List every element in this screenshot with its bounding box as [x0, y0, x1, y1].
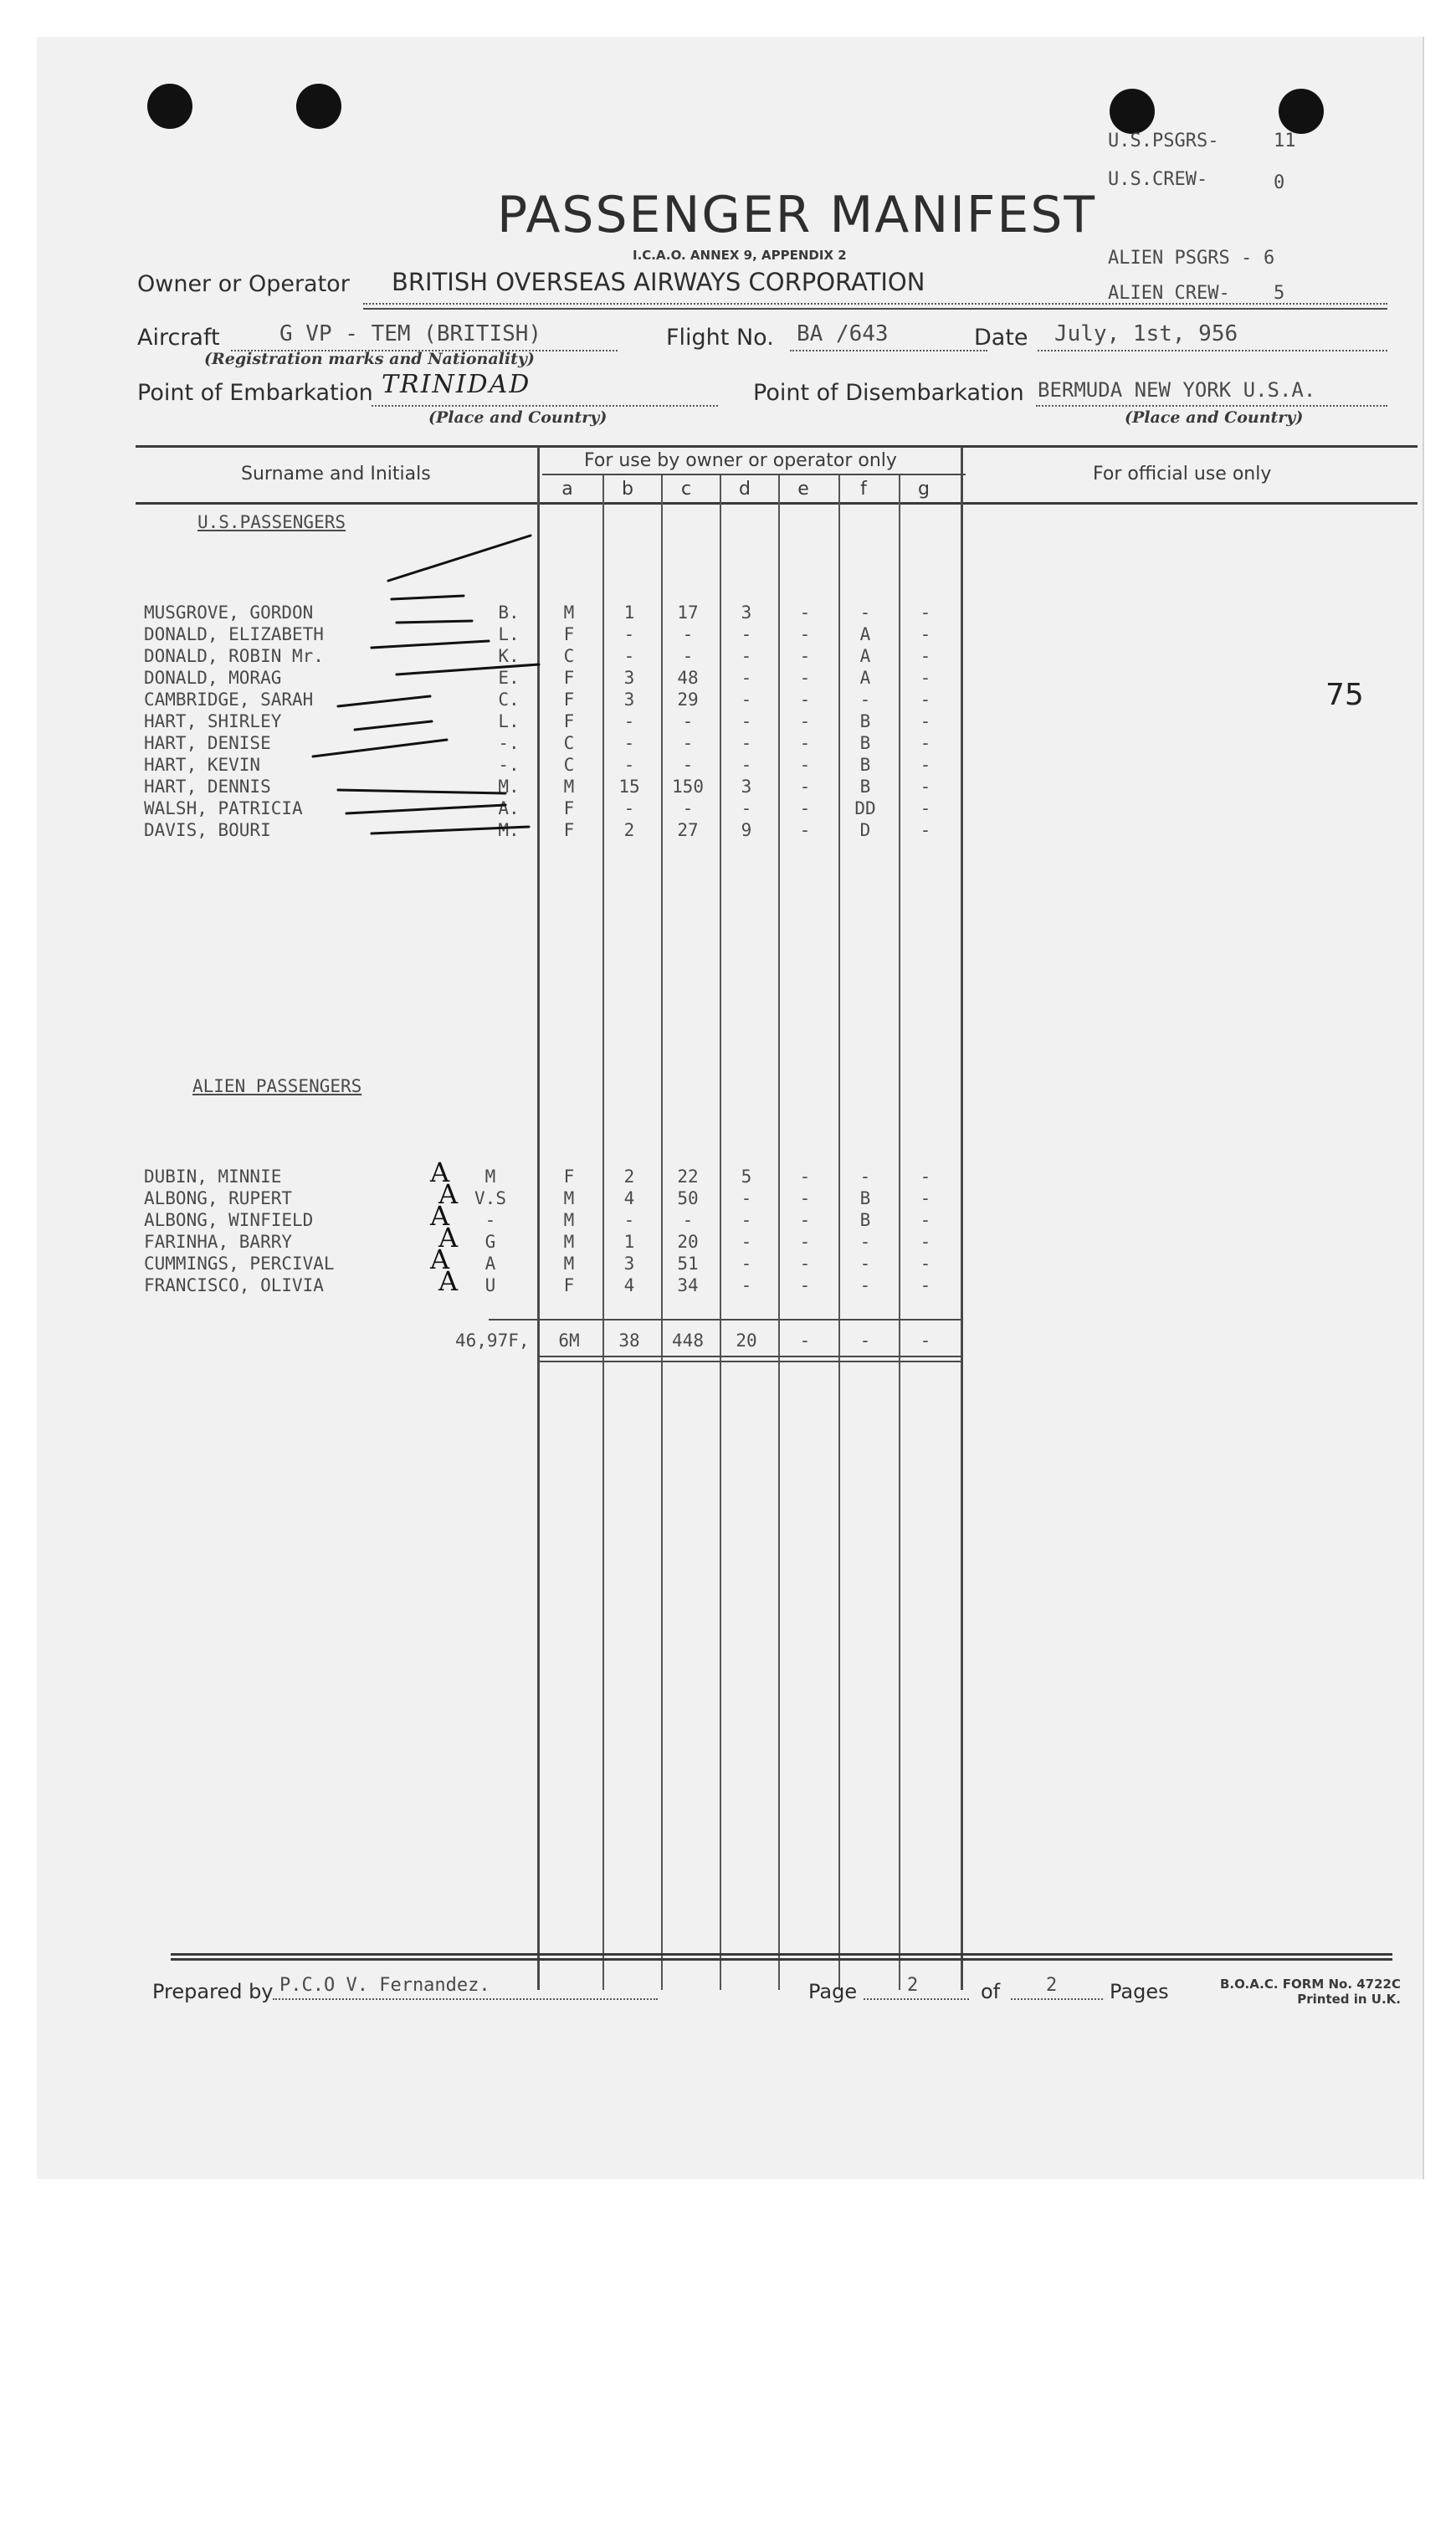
passenger-initials: M — [484, 1167, 496, 1187]
cell-col-f: B — [859, 733, 871, 753]
cell-col-g: - — [920, 646, 931, 666]
cell-col-d: - — [741, 690, 752, 710]
cell-col-b: - — [623, 1210, 635, 1230]
passenger-name: FARINHA, BARRY — [144, 1232, 293, 1252]
count-value: 5 — [1274, 283, 1285, 304]
cell-col-g: - — [920, 711, 931, 731]
cell-col-b: 15 — [618, 777, 640, 797]
cell-col-b: - — [623, 711, 635, 731]
alien-passengers-heading: ALIEN PASSENGERS — [192, 1076, 362, 1096]
cell-col-b: - — [623, 733, 635, 753]
cell-col-b: 3 — [623, 668, 635, 688]
pen-strike-lines — [37, 37, 1423, 957]
totals-label: 46,97F, — [455, 1331, 530, 1351]
total-col-d: 20 — [736, 1331, 757, 1351]
cell-col-d: - — [741, 711, 752, 731]
cell-col-e: - — [799, 798, 811, 818]
count-label: U.S.PSGRS- — [1108, 131, 1219, 151]
aircraft-label: Aircraft — [137, 325, 220, 351]
cell-col-b: 2 — [623, 1167, 635, 1187]
passenger-initials: U — [484, 1275, 496, 1295]
cell-col-a: M — [563, 1210, 575, 1230]
cell-col-a: F — [563, 1167, 575, 1187]
cell-col-c: - — [682, 646, 694, 666]
cell-col-g: - — [920, 777, 931, 797]
cell-col-f: A — [859, 624, 871, 644]
passenger-name: HART, SHIRLEY — [144, 711, 282, 731]
totals-top-rule — [489, 1319, 962, 1320]
date-label: Date — [974, 325, 1028, 351]
passenger-name: DUBIN, MINNIE — [144, 1167, 282, 1187]
cell-col-d: - — [741, 1188, 752, 1208]
cell-col-c: - — [682, 798, 694, 818]
passenger-name: DONALD, ROBIN Mr. — [144, 646, 324, 666]
count-label: U.S.CREW- — [1108, 169, 1208, 190]
totals-bottom-rule — [537, 1356, 962, 1357]
operator-header: For use by owner or operator only — [584, 450, 897, 471]
page-label: Page — [808, 1980, 858, 2003]
passenger-name: HART, DENISE — [144, 733, 271, 753]
cell-col-e: - — [799, 646, 811, 666]
passenger-initials: A — [484, 1254, 496, 1274]
cell-col-b: 3 — [623, 690, 635, 710]
passenger-initials: M. — [498, 820, 520, 840]
embarkation-label: Point of Embarkation — [137, 380, 373, 406]
col-c-header: c — [680, 479, 692, 500]
passenger-initials: K. — [498, 646, 520, 666]
passenger-initials: A. — [498, 798, 520, 818]
col-g-header: g — [918, 479, 930, 500]
passenger-name: DAVIS, BOURI — [144, 820, 271, 840]
cell-col-g: - — [920, 733, 931, 753]
cell-col-g: - — [920, 1275, 931, 1295]
page-title: PASSENGER MANIFEST — [497, 186, 1097, 244]
cell-col-e: - — [799, 1188, 811, 1208]
total-col-g: - — [920, 1331, 931, 1351]
cell-col-c: 150 — [672, 777, 704, 797]
cell-col-d: 3 — [741, 603, 752, 623]
prepared-underline — [273, 1998, 658, 2000]
cell-col-g: - — [920, 1188, 931, 1208]
cell-col-e: - — [799, 777, 811, 797]
cell-col-a: M — [563, 603, 575, 623]
cell-col-b: - — [623, 646, 635, 666]
cell-col-b: 1 — [623, 1232, 635, 1252]
col-d-header: d — [739, 479, 751, 500]
cell-col-e: - — [799, 711, 811, 731]
cell-col-d: - — [741, 1275, 752, 1295]
cell-col-f: B — [859, 755, 871, 775]
passenger-name: DONALD, ELIZABETH — [144, 624, 324, 644]
total-col-f: - — [859, 1331, 871, 1351]
manifest-sheet — [37, 37, 1424, 2179]
passenger-initials: E. — [498, 668, 520, 688]
col-b-header: b — [622, 479, 633, 500]
cell-col-b: 4 — [623, 1275, 635, 1295]
form-line-2: Printed in U.K. — [1297, 1992, 1401, 2007]
cell-col-e: - — [799, 603, 811, 623]
handwritten-mark: A — [430, 1156, 450, 1188]
cell-col-e: - — [799, 624, 811, 644]
cell-col-f: B — [859, 777, 871, 797]
total-col-c: 448 — [672, 1331, 704, 1351]
embarkation-note: (Place and Country) — [428, 408, 608, 427]
cell-col-d: 5 — [741, 1167, 752, 1187]
cell-col-e: - — [799, 1254, 811, 1274]
cell-col-g: - — [920, 1232, 931, 1252]
cell-col-c: 27 — [677, 820, 699, 840]
cell-col-c: - — [682, 733, 694, 753]
cell-col-e: - — [799, 1167, 811, 1187]
cell-col-c: 29 — [677, 690, 699, 710]
passenger-initials: -. — [498, 755, 520, 775]
cell-col-b: - — [623, 755, 635, 775]
cell-col-f: - — [859, 1275, 871, 1295]
cell-col-g: - — [920, 1254, 931, 1274]
cell-col-a: M — [563, 1188, 575, 1208]
of-label: of — [981, 1980, 1001, 2003]
cell-col-e: - — [799, 668, 811, 688]
date-value: July, 1st, 956 — [1054, 321, 1238, 346]
cell-col-a: M — [563, 1232, 575, 1252]
cell-col-b: 1 — [623, 603, 635, 623]
cell-col-c: 48 — [677, 668, 699, 688]
cell-col-d: - — [741, 1210, 752, 1230]
cell-col-f: - — [859, 1232, 871, 1252]
table-bottom-rule — [171, 1958, 1392, 1961]
cell-col-f: DD — [854, 798, 876, 818]
us-passengers-heading: U.S.PASSENGERS — [197, 512, 346, 532]
col-a-header: a — [561, 479, 573, 500]
cell-col-a: M — [563, 1254, 575, 1274]
pages-underline — [1011, 1998, 1103, 2000]
cell-col-f: B — [859, 711, 871, 731]
cell-col-e: - — [799, 733, 811, 753]
handwritten-mark: A — [438, 1222, 459, 1254]
count-value: 6 — [1264, 248, 1275, 269]
surname-header: Surname and Initials — [241, 464, 431, 485]
passenger-name: DONALD, MORAG — [144, 668, 282, 688]
col-f-header: f — [860, 479, 867, 500]
passenger-name: WALSH, PATRICIA — [144, 798, 303, 818]
cell-col-f: - — [859, 1254, 871, 1274]
cell-col-e: - — [799, 1275, 811, 1295]
handwritten-mark: A — [430, 1200, 450, 1232]
prepared-value: P.C.O V. Fernandez. — [279, 1975, 490, 1996]
cell-col-e: - — [799, 1210, 811, 1230]
cell-col-d: - — [741, 1232, 752, 1252]
flight-label: Flight No. — [666, 325, 774, 351]
passenger-initials: V.S — [474, 1188, 506, 1208]
cell-col-d: 9 — [741, 820, 752, 840]
passenger-initials: L. — [498, 624, 520, 644]
cell-col-f: - — [859, 690, 871, 710]
disembarkation-note: (Place and Country) — [1125, 408, 1304, 427]
cell-col-a: C — [563, 755, 575, 775]
cell-col-a: F — [563, 668, 575, 688]
cell-col-c: 34 — [677, 1275, 699, 1295]
cell-col-d: - — [741, 1254, 752, 1274]
cell-col-a: F — [563, 711, 575, 731]
prepared-label: Prepared by — [152, 1980, 274, 2003]
page-value: 2 — [907, 1975, 919, 1996]
cell-col-g: - — [920, 1210, 931, 1230]
cell-col-b: 2 — [623, 820, 635, 840]
passenger-initials: M. — [498, 777, 520, 797]
cell-col-g: - — [920, 668, 931, 688]
cell-col-d: - — [741, 733, 752, 753]
official-note: 75 — [1325, 678, 1364, 712]
cell-col-f: - — [859, 603, 871, 623]
page-underline — [864, 1998, 969, 2000]
cell-col-b: - — [623, 798, 635, 818]
cell-col-g: - — [920, 603, 931, 623]
cell-col-f: D — [859, 820, 871, 840]
passenger-initials: C. — [498, 690, 520, 710]
pages-value: 2 — [1046, 1975, 1058, 1996]
table-bottom-rule — [171, 1953, 1392, 1956]
cell-col-d: 3 — [741, 777, 752, 797]
handwritten-mark: A — [430, 1244, 450, 1275]
passenger-name: CAMBRIDGE, SARAH — [144, 690, 314, 710]
passenger-initials: - — [484, 1210, 496, 1230]
form-line-1: B.O.A.C. FORM No. 4722C — [1220, 1977, 1401, 1992]
owner-label: Owner or Operator — [137, 271, 350, 297]
cell-col-d: - — [741, 798, 752, 818]
cell-col-a: F — [563, 820, 575, 840]
cell-col-g: - — [920, 1167, 931, 1187]
cell-col-b: - — [623, 624, 635, 644]
cell-col-f: B — [859, 1188, 871, 1208]
cell-col-c: 20 — [677, 1232, 699, 1252]
owner-value: BRITISH OVERSEAS AIRWAYS CORPORATION — [392, 268, 925, 296]
total-col-a: 6M — [558, 1331, 580, 1351]
form-number — [1200, 1977, 1401, 2007]
cell-col-c: 22 — [677, 1167, 699, 1187]
cell-col-c: 50 — [677, 1188, 699, 1208]
passenger-name: HART, KEVIN — [144, 755, 261, 775]
cell-col-a: M — [563, 777, 575, 797]
cell-col-d: - — [741, 624, 752, 644]
cell-col-c: - — [682, 711, 694, 731]
col-e-header: e — [797, 479, 809, 500]
cell-col-e: - — [799, 690, 811, 710]
flight-value: BA /643 — [797, 321, 889, 346]
cell-col-a: F — [563, 624, 575, 644]
pages-label: Pages — [1110, 1980, 1169, 2003]
passenger-name: CUMMINGS, PERCIVAL — [144, 1254, 335, 1274]
total-col-e: - — [799, 1331, 811, 1351]
passenger-name: MUSGROVE, GORDON — [144, 603, 314, 623]
count-value: 11 — [1274, 131, 1296, 151]
count-value: 0 — [1274, 172, 1285, 193]
page-subtitle: I.C.A.O. ANNEX 9, APPENDIX 2 — [633, 248, 847, 263]
passenger-name: HART, DENNIS — [144, 777, 271, 797]
cell-col-c: - — [682, 1210, 694, 1230]
cell-col-f: B — [859, 1210, 871, 1230]
aircraft-value: G VP - TEM (BRITISH) — [279, 321, 542, 346]
count-label: ALIEN PSGRS - — [1108, 248, 1253, 269]
cell-col-a: C — [563, 733, 575, 753]
passenger-initials: -. — [498, 733, 520, 753]
cell-col-c: - — [682, 755, 694, 775]
count-label: ALIEN CREW- — [1108, 283, 1230, 304]
cell-col-c: 51 — [677, 1254, 699, 1274]
total-col-b: 38 — [618, 1331, 640, 1351]
passenger-name: FRANCISCO, OLIVIA — [144, 1275, 324, 1295]
passenger-name: ALBONG, RUPERT — [144, 1188, 293, 1208]
handwritten-mark: A — [438, 1178, 459, 1210]
cell-col-g: - — [920, 755, 931, 775]
cell-col-a: F — [563, 1275, 575, 1295]
cell-col-f: - — [859, 1167, 871, 1187]
cell-col-g: - — [920, 690, 931, 710]
totals-bottom-rule — [537, 1361, 962, 1362]
cell-col-e: - — [799, 820, 811, 840]
cell-col-a: C — [563, 646, 575, 666]
cell-col-f: A — [859, 646, 871, 666]
cell-col-g: - — [920, 798, 931, 818]
cell-col-d: - — [741, 755, 752, 775]
cell-col-d: - — [741, 668, 752, 688]
cell-col-b: 4 — [623, 1188, 635, 1208]
cell-col-a: F — [563, 690, 575, 710]
disembarkation-value: BERMUDA NEW YORK U.S.A. — [1038, 378, 1316, 402]
cell-col-c: - — [682, 624, 694, 644]
cell-col-e: - — [799, 1232, 811, 1252]
cell-col-b: 3 — [623, 1254, 635, 1274]
official-header: For official use only — [1093, 464, 1272, 485]
cell-col-a: F — [563, 798, 575, 818]
cell-col-g: - — [920, 624, 931, 644]
disembarkation-label: Point of Disembarkation — [753, 380, 1024, 406]
cell-col-d: - — [741, 646, 752, 666]
passenger-initials: B. — [498, 603, 520, 623]
cell-col-c: 17 — [677, 603, 699, 623]
cell-col-f: A — [859, 668, 871, 688]
passenger-initials: L. — [498, 711, 520, 731]
handwritten-mark: A — [438, 1265, 459, 1297]
cell-col-e: - — [799, 755, 811, 775]
cell-col-g: - — [920, 820, 931, 840]
passenger-name: ALBONG, WINFIELD — [144, 1210, 314, 1230]
passenger-initials: G — [484, 1232, 496, 1252]
embarkation-value: TRINIDAD — [382, 370, 531, 399]
aircraft-note: (Registration marks and Nationality) — [204, 350, 535, 368]
